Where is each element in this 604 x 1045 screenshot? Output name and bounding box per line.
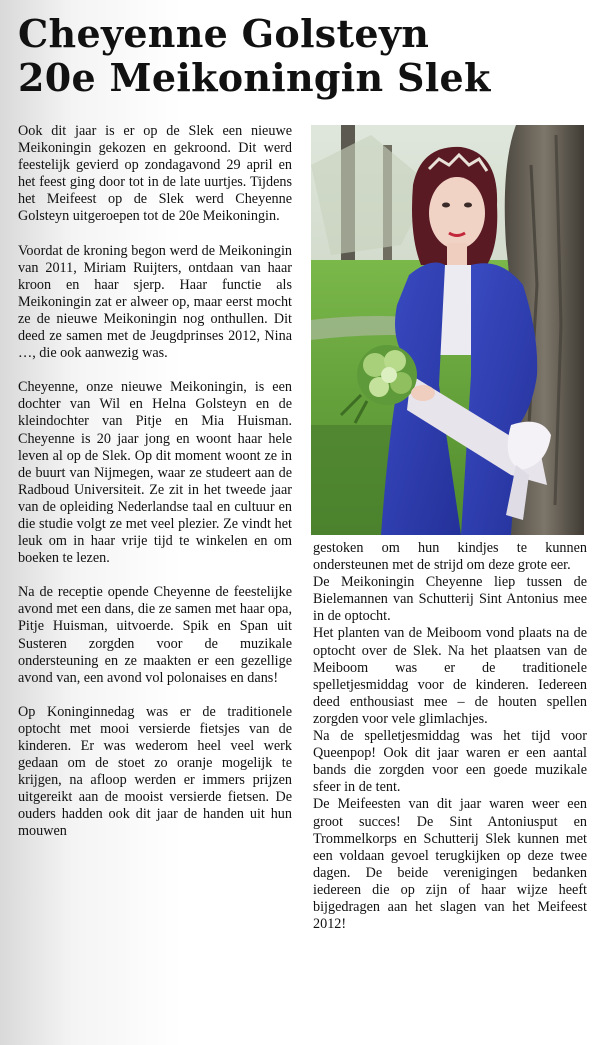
paragraph: Ook dit jaar is er op de Slek een nieuwe Meikoningin gekozen en gekroond. Dit werd feestelijk gevierd op zondagavond 29 april en het feest ging door tot in de late uurtjes. Tijdens het Meifeest op de Slek werd Cheyenne Golsteyn uitgeroepen tot de 20e Meikoningin.	[18, 123, 292, 225]
paragraph: De Meifeesten van dit jaar waren weer een groot succes! De Sint Antoniusput en Trommelkorps en Schutterij Slek kunnen met een voldaan gevoel terugkijken op deze twee dagen. De beide verenigingen bedanken iedereen die op zijn of haar wijze heeft bijgedragen aan het slagen van het Meifeest 2012!	[313, 796, 587, 933]
title-line-2: 20e Meikoningin Slek	[18, 55, 491, 100]
paragraph: Na de receptie opende Cheyenne de feestelijke avond met een dans, die ze samen met haar opa, Pitje Huisman, uitvoerde. Spik en Span uit Susteren zorgden voor de muzikale ondersteuning en ze maakten er een gezellige avond van, een avond vol polonaises en dans!	[18, 584, 292, 686]
right-column	[313, 540, 587, 933]
paragraph: De Meikoningin Cheyenne liep tussen de Bielemannen van Schutterij Sint Antonius mee in de optocht.	[313, 574, 587, 625]
paragraph: gestoken om hun kindjes te kunnen ondersteunen met de strijd om deze grote eer.	[313, 540, 587, 574]
paragraph: Na de spelletjesmiddag was het tijd voor Queenpop! Ook dit jaar waren er een aantal bands die zorgden voor een goede muzikale sfeer in de tent.	[313, 728, 587, 796]
title-line-1: Cheyenne Golsteyn	[18, 11, 430, 56]
paragraph: Cheyenne, onze nieuwe Meikoningin, is een dochter van Wil en Helna Golsteyn en de kleindochter van Pitje en Mia Huisman. Cheyenne is 20 jaar jong en woont haar hele leven al op de Slek. Op dit moment woont ze in de buurt van Nijmegen, waar ze studeert aan de Radboud Universiteit. Ze zit in het tweede jaar van de opleiding Nederlandse taal en cultuur en die studie volgt ze met veel plezier. Ze vindt het leuk om in haar vrije tijd te winkelen en om boeken te lezen.	[18, 379, 292, 567]
left-column	[18, 123, 292, 841]
article-title	[18, 12, 598, 100]
paragraph: Voordat de kroning begon werd de Meikoningin van 2011, Miriam Ruijters, ontdaan van haar kroon en haar sjerp. Haar functie als Meikoningin zat er alweer op, maar eerst mocht ze de nieuwe Meikoningin nog onthullen. Dit deed ze samen met de Jeugdprinses 2012, Nina …, die ook aanwezig was.	[18, 242, 292, 362]
paragraph: Het planten van de Meiboom vond plaats na de optocht over de Slek. Na het plaatsen van de Meiboom was er de traditionele spelletjesmiddag voor de kinderen. Iedereen deed enthousiast mee – de houten spellen zorgden voor vele glimlachjes.	[313, 625, 587, 727]
paragraph: Op Koninginnedag was er de traditionele optocht met mooi versierde fietsjes van de kinderen. Er was wederom heel veel werk gedaan om de stoet zo oranje mogelijk te krijgen, na afloop werden er immers prijzen uitgereikt aan de mooist versierde fietsen. De ouders hadden ook dit jaar de handen uit hun mouwen	[18, 703, 292, 840]
meikoningin-photo	[311, 125, 584, 535]
